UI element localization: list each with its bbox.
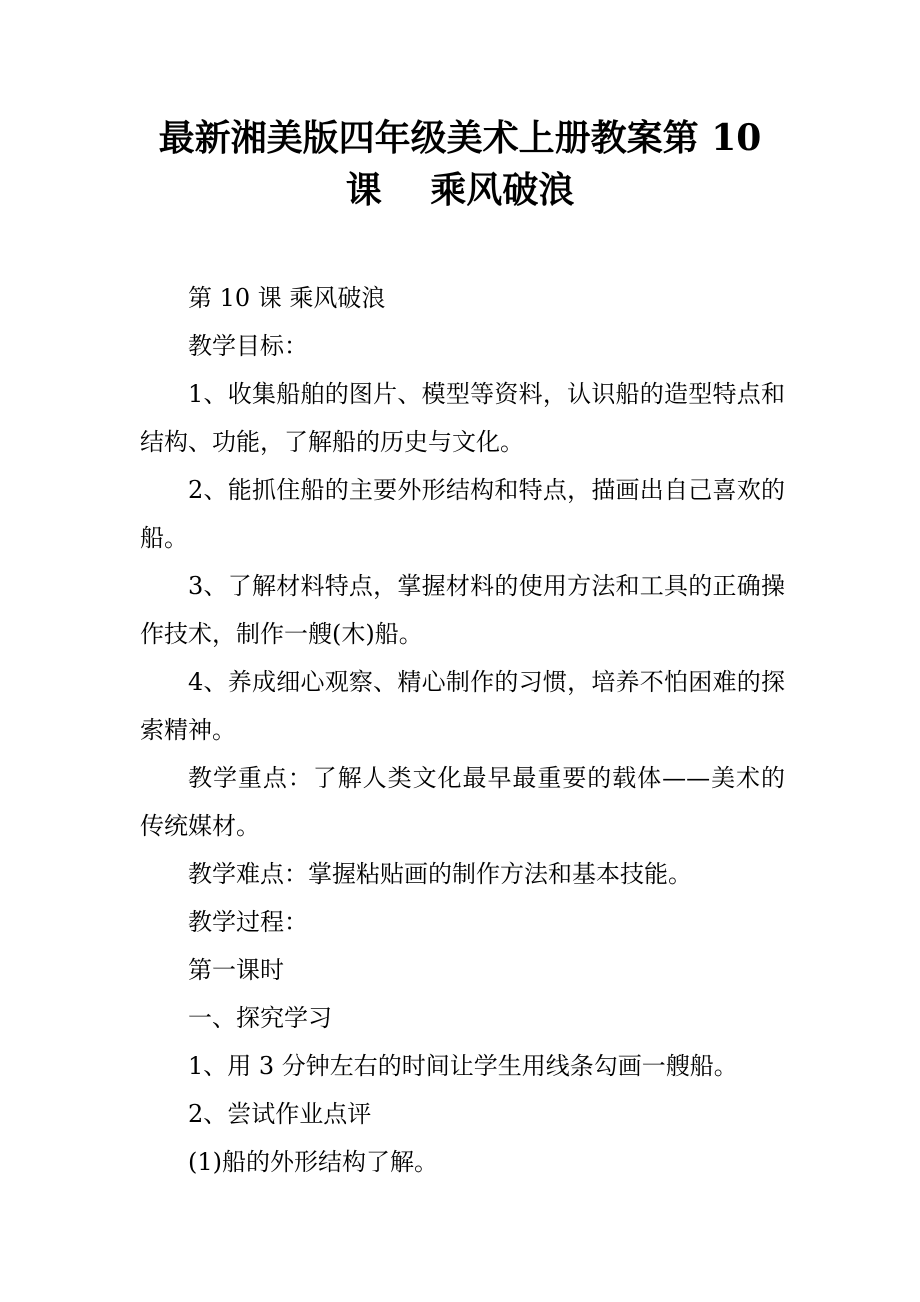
title-line-2: 课 乘风破浪 [345,169,575,211]
objective-1: 1、收集船舶的图片、模型等资料，认识船的造型特点和结构、功能，了解船的历史与文化。 [140,380,785,456]
document-title [100,112,820,216]
difficult-point: 教学难点：掌握粘贴画的制作方法和基本技能。 [188,860,692,888]
title-line-1: 最新湘美版四年级美术上册教案第 10 [158,117,762,159]
objective-4: 4、养成细心观察、精心制作的习惯，培养不怕困难的探索精神。 [140,668,785,744]
objective-3: 3、了解材料特点，掌握材料的使用方法和工具的正确操作技术，制作一艘(木)船。 [140,572,785,648]
objective-2: 2、能抓住船的主要外形结构和特点，描画出自己喜欢的船。 [140,476,785,552]
objectives-heading: 教学目标： [188,332,308,360]
step-2: 2、尝试作业点评 [188,1100,372,1128]
section-explore: 一、探究学习 [188,1004,332,1032]
step-1: 1、用 3 分钟左右的时间让学生用线条勾画一艘船。 [188,1052,738,1080]
document-body [140,274,785,1186]
step-2-sub-1: (1)船的外形结构了解。 [188,1148,438,1176]
key-point: 教学重点：了解人类文化最早最重要的载体——美术的传统媒材。 [140,764,785,840]
process-heading: 教学过程： [188,908,308,936]
first-period: 第一课时 [188,956,284,984]
lesson-heading: 第 10 课 乘风破浪 [188,284,386,312]
